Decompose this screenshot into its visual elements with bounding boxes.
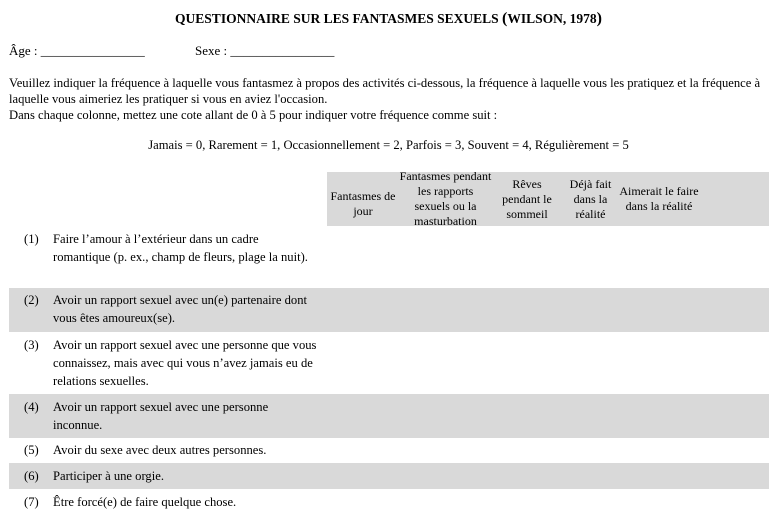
item-text: Avoir un rapport sexuel avec une personne inconnue. — [53, 400, 269, 432]
item-number: (4) — [24, 400, 39, 414]
sexe-field[interactable]: Sexe : ________________ — [195, 43, 335, 58]
table-row — [9, 493, 769, 513]
item-text: Être forcé(e) de faire quelque chose. — [53, 495, 237, 509]
title-paren-close: ) — [596, 10, 602, 27]
instructions-line-2: Dans chaque colonne, mettez une cote allant de 0 à 5 pour indiquer votre fréquence comme suit : — [9, 108, 498, 122]
item-text: Participer à une orgie. — [53, 469, 164, 483]
age-field[interactable]: Âge : ________________ — [9, 43, 145, 58]
title-author: WILSON, 1978 — [507, 11, 597, 26]
column-header: Fantasmes de jour — [330, 189, 396, 218]
table-row — [9, 394, 769, 438]
item-number: (2) — [24, 293, 39, 307]
item-number: (1) — [24, 232, 39, 246]
title-main: QUESTIONNAIRE SUR LES FANTASMES SEXUELS — [175, 11, 503, 26]
instructions — [9, 75, 771, 123]
item-number: (6) — [24, 469, 39, 483]
item-number: (3) — [24, 338, 39, 352]
item-number: (5) — [24, 443, 39, 457]
title-paren-open: ( — [502, 10, 508, 27]
table-row — [9, 336, 769, 392]
item-text: Avoir un rapport sexuel avec une personne que vous connaissez, mais avec qui vous n’avez jamais eu de relations sexuelles. — [53, 338, 317, 388]
item-number: (7) — [24, 495, 39, 509]
table-header — [327, 169, 769, 228]
column-header: Déjà fait dans la réalité — [569, 176, 612, 221]
instructions-line-1: Veuillez indiquer la fréquence à laquelle vous fantasmez à propos des activités ci-dessous, la fréquence à laquelle vous les pratiquez et la fréquence à laquelle vous aimeriez les pratiquer si vous en aviez l'occasion. — [9, 76, 761, 106]
document-title — [0, 10, 777, 28]
item-text: Avoir du sexe avec deux autres personnes. — [53, 443, 267, 457]
column-header: Aimerait le faire dans la réalité — [619, 184, 699, 213]
table-row — [9, 463, 769, 489]
column-header: Fantasmes pendant les rapports sexuels ou la masturbation — [399, 169, 492, 228]
column-header: Rêves pendant le sommeil — [502, 176, 552, 221]
item-text: Avoir un rapport sexuel avec un(e) partenaire dont vous êtes amoureux(se). — [53, 293, 307, 325]
table-row — [9, 230, 769, 286]
table-row — [9, 441, 769, 461]
item-text: Faire l’amour à l’extérieur dans un cadre romantique (p. ex., champ de fleurs, plage la nuit). — [53, 232, 308, 264]
rating-scale: Jamais = 0, Rarement = 1, Occasionnellement = 2, Parfois = 3, Souvent = 4, Régulièrement = 5 — [148, 138, 629, 152]
table-row — [9, 288, 769, 332]
